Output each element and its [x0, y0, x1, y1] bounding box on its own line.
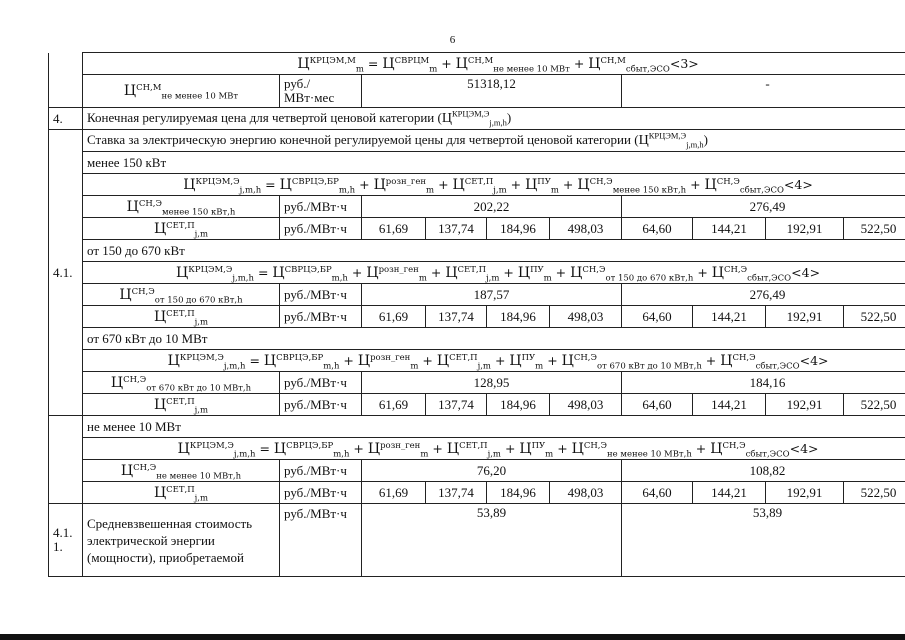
footnote-ref: <4>: [789, 440, 819, 456]
table-row: [49, 240, 905, 262]
row-index: 4.: [49, 108, 83, 130]
math-symbol: $Ц^{СН,Э}_{сбыт,ЭСО}$: [720, 352, 800, 371]
value-cell: 64,60: [622, 394, 693, 416]
value-cell: 64,60: [622, 218, 693, 240]
value-cell: 128,95: [362, 372, 622, 394]
math-symbol: $Ц^{СЕТ,П}_{j,m}$: [153, 308, 209, 327]
math-symbol: $Ц^{СЕТ,П}_{j,m}$: [153, 396, 209, 415]
value-cell: 137,74: [426, 218, 487, 240]
value-cell: 61,69: [362, 394, 426, 416]
math-symbol: $Ц^{ПУ}_m$: [525, 176, 559, 195]
symbol-cell: [83, 372, 280, 394]
math-symbol: $Ц^{СН,Э}_{менее 150 кВт,h}$: [577, 176, 687, 195]
value-cell: 498,03: [550, 482, 622, 504]
unit-cell: руб./МВт·ч: [280, 372, 362, 394]
band-label: от 150 до 670 кВт: [83, 240, 905, 262]
math-symbol: $Ц^{СЕТ,П}_{j,m}$: [153, 484, 209, 503]
symbol-inline: [441, 108, 507, 128]
table-row: [49, 306, 905, 328]
value-cell: 144,21: [693, 218, 766, 240]
value-cell: 61,69: [362, 482, 426, 504]
math-symbol: $Ц^{КРЦЭМ,М}_m$: [297, 55, 364, 74]
footnote-ref: <4>: [791, 264, 821, 280]
value-cell: 137,74: [426, 306, 487, 328]
table-row: [49, 482, 905, 504]
unit-cell: руб./МВт·ч: [280, 196, 362, 218]
value-cell: 192,91: [766, 394, 844, 416]
symbol-cell: [83, 394, 280, 416]
unit-cell: руб./МВт·ч: [280, 460, 362, 482]
table-row: [49, 328, 905, 350]
formula-min10mw: $Ц^{КРЦЭМ,Э}_{j,m,h} = Ц^{СВРЦЭ,БР}_{m,h} + Ц^{розн\_ген}_m + Ц^{СЕТ,П}_{j,m} + Ц^{ПУ}_m + Ц^{СН,Э}_{не менее 10 МВт,h} + Ц^{СН,Э}_{сбыт,ЭСО}<4>$: [83, 438, 905, 460]
value-cell: 184,96: [487, 306, 550, 328]
symbol-cell: [83, 284, 280, 306]
value-cell: 498,03: [550, 394, 622, 416]
value-cell: 522,50: [844, 218, 905, 240]
value-cell: 137,74: [426, 482, 487, 504]
band-label: от 670 кВт до 10 МВт: [83, 328, 905, 350]
math-symbol: $Ц^{КРЦЭМ,Э}_{j,m,h}$: [167, 352, 246, 371]
math-symbol: $Ц^{СН,Э}_{сбыт,ЭСО}$: [710, 440, 790, 459]
table-row: [49, 196, 905, 218]
table-row: [49, 416, 905, 438]
row-index: 4.1.: [49, 130, 83, 416]
math-symbol: $Ц^{СН,М}_{не менее 10 МВт}$: [455, 55, 570, 74]
math-symbol: $Ц^{СН,Э}_{от 670 кВт до 10 МВт,h}$: [110, 374, 252, 393]
unit-cell: руб./МВт·ч: [280, 394, 362, 416]
value-cell: 202,22: [362, 196, 622, 218]
value-cell: 522,50: [844, 394, 905, 416]
value-cell: 522,50: [844, 306, 905, 328]
math-symbol: $Ц^{розн\_ген}_m$: [373, 176, 435, 195]
table-row: [49, 53, 905, 75]
value-cell: 184,96: [487, 394, 550, 416]
row-heading: Ставка за электрическую энергию конечной регулируемой цены для четвертой ценовой категории $(Ц^{КРЦЭМ,Э}_{j,m,h})$: [83, 130, 905, 152]
value-cell: -: [622, 75, 905, 108]
math-symbol: $Ц^{СН,Э}_{менее 150 кВт,h}$: [126, 198, 236, 217]
table-row: [49, 372, 905, 394]
symbol-cell: [83, 196, 280, 218]
math-symbol: $Ц^{КРЦЭМ,Э}_{j,m,h}$: [638, 130, 704, 150]
value-cell: 184,16: [622, 372, 905, 394]
scan-edge-bar: [0, 634, 905, 640]
symbol-cell: [83, 75, 280, 108]
math-symbol: $Ц^{СН,Э}_{от 670 кВт до 10 МВт,h}$: [561, 352, 702, 371]
math-symbol: $Ц^{розн\_ген}_m$: [367, 440, 429, 459]
tariff-table: [48, 52, 905, 577]
value-cell: 108,82: [622, 460, 905, 482]
math-symbol: $Ц^{СЕТ,П}_{j,m}$: [445, 264, 500, 283]
value-cell: 184,96: [487, 218, 550, 240]
math-symbol: $Ц^{СЕТ,П}_{j,m}$: [436, 352, 491, 371]
unit-cell: руб./ МВт·мес: [280, 75, 362, 108]
math-symbol: $Ц^{СН,М}_{не менее 10 МВт}$: [123, 83, 239, 102]
math-symbol: $Ц^{СН,Э}_{сбыт,ЭСО}$: [704, 176, 784, 195]
value-cell: 498,03: [550, 306, 622, 328]
table-row: [49, 394, 905, 416]
math-symbol: $Ц^{ПУ}_m$: [509, 352, 544, 371]
unit-cell: руб./МВт·ч: [280, 306, 362, 328]
table-row: [49, 438, 905, 460]
math-symbol: $Ц^{ПУ}_m$: [517, 264, 552, 283]
formula-top: $Ц^{КРЦЭМ,М}_m = Ц^{СВРЦМ}_m + Ц^{СН,М}_{не менее 10 МВт} + Ц^{СН,М}_{сбыт,ЭСО}<3>$: [83, 53, 905, 75]
math-symbol: $Ц^{СН,Э}_{сбыт,ЭСО}$: [711, 264, 792, 283]
math-symbol: $Ц^{КРЦЭМ,Э}_{j,m,h}$: [177, 440, 256, 459]
value-cell: 276,49: [622, 196, 905, 218]
value-cell: 64,60: [622, 306, 693, 328]
symbol-cell: [83, 306, 280, 328]
formula-670: $Ц^{КРЦЭМ,Э}_{j,m,h} = Ц^{СВРЦЭ,БР}_{m,h} + Ц^{розн\_ген}_m + Ц^{СЕТ,П}_{j,m} + Ц^{ПУ}_m + Ц^{СН,Э}_{от 150 до 670 кВт,h} + Ц^{СН,Э}_{сбыт,ЭСО}<4>$: [83, 262, 905, 284]
math-symbol: $Ц^{СН,Э}_{не менее 10 МВт,h}$: [120, 462, 242, 481]
math-symbol: $Ц^{СН,Э}_{не менее 10 МВт,h}$: [571, 440, 692, 459]
value-cell: 192,91: [766, 218, 844, 240]
footnote-ref: <4>: [783, 176, 813, 192]
footnote-ref: <3>: [669, 55, 699, 71]
math-symbol: $Ц^{СЕТ,П}_{j,m}$: [452, 176, 507, 195]
unit-cell: руб./МВт·ч: [280, 284, 362, 306]
math-symbol: $Ц^{СЕТ,П}_{j,m}$: [446, 440, 501, 459]
table-row: [49, 130, 905, 152]
value-cell: 53,89: [622, 504, 905, 577]
row-index: 4.1. 1.: [49, 504, 83, 577]
table-row: [49, 284, 905, 306]
table-row: [49, 152, 905, 174]
symbol-cell: [83, 460, 280, 482]
math-symbol: $Ц^{СВРЦМ}_m$: [382, 55, 438, 74]
value-cell: 64,60: [622, 482, 693, 504]
value-cell: 144,21: [693, 394, 766, 416]
math-symbol: $Ц^{СВРЦЭ,БР}_{m,h}$: [273, 440, 350, 459]
value-cell: 184,96: [487, 482, 550, 504]
math-symbol: $Ц^{КРЦЭМ,Э}_{j,m,h}$: [183, 176, 262, 195]
math-symbol: $Ц^{СН,М}_{сбыт,ЭСО}$: [588, 55, 670, 74]
value-cell: 137,74: [426, 394, 487, 416]
band-label: менее 150 кВт: [83, 152, 905, 174]
table-row: [49, 262, 905, 284]
value-cell: 51318,12: [362, 75, 622, 108]
math-symbol: $Ц^{КРЦЭМ,Э}_{j,m,h}$: [176, 264, 254, 283]
value-cell: 144,21: [693, 482, 766, 504]
math-symbol: $Ц^{СЕТ,П}_{j,m}$: [153, 220, 209, 239]
table-row: [49, 350, 905, 372]
value-cell: 192,91: [766, 306, 844, 328]
table-row: [49, 174, 905, 196]
value-cell: 61,69: [362, 306, 426, 328]
math-symbol: $Ц^{СВРЦЭ,БР}_{m,h}$: [263, 352, 340, 371]
math-symbol: $Ц^{КРЦЭМ,Э}_{j,m,h}$: [441, 108, 507, 128]
value-cell: 144,21: [693, 306, 766, 328]
value-cell: 498,03: [550, 218, 622, 240]
value-cell: 187,57: [362, 284, 622, 306]
symbol-cell: [83, 218, 280, 240]
value-cell: 76,20: [362, 460, 622, 482]
math-symbol: $Ц^{СН,Э}_{от 150 до 670 кВт,h}$: [570, 264, 694, 283]
page-number: 6: [449, 34, 456, 46]
table-row: [49, 108, 905, 130]
math-symbol: $Ц^{розн\_ген}_m$: [366, 264, 427, 283]
symbol-inline: [638, 130, 704, 150]
math-symbol: $Ц^{ПУ}_m$: [519, 440, 554, 459]
unit-cell: руб./МВт·ч: [280, 482, 362, 504]
formula-150: $Ц^{КРЦЭМ,Э}_{j,m,h} = Ц^{СВРЦЭ,БР}_{m,h} + Ц^{розн\_ген}_m + Ц^{СЕТ,П}_{j,m} + Ц^{ПУ}_m + Ц^{СН,Э}_{менее 150 кВт,h} + Ц^{СН,Э}_{сбыт,ЭСО}<4>$: [83, 174, 905, 196]
table-row: [49, 75, 905, 108]
unit-cell: руб./МВт·ч: [280, 504, 362, 577]
footnote-ref: <4>: [799, 352, 829, 368]
band-label: не менее 10 МВт: [83, 416, 905, 438]
formula-10mw: $Ц^{КРЦЭМ,Э}_{j,m,h} = Ц^{СВРЦЭ,БР}_{m,h} + Ц^{розн\_ген}_m + Ц^{СЕТ,П}_{j,m} + Ц^{ПУ}_m + Ц^{СН,Э}_{от 670 кВт до 10 МВт,h} + Ц^{СН,Э}_{сбыт,ЭСО}<4>$: [83, 350, 905, 372]
math-symbol: $Ц^{СН,Э}_{от 150 до 670 кВт,h}$: [119, 286, 243, 305]
math-symbol: $Ц^{розн\_ген}_m$: [357, 352, 419, 371]
value-cell: 276,49: [622, 284, 905, 306]
row-description: Средневзвешенная стоимость электрической энергии (мощности), приобретаемой: [83, 504, 280, 577]
table-row: [49, 504, 905, 577]
value-cell: 61,69: [362, 218, 426, 240]
math-symbol: $Ц^{СВРЦЭ,БР}_{m,h}$: [279, 176, 356, 195]
unit-cell: руб./МВт·ч: [280, 218, 362, 240]
table-row: [49, 460, 905, 482]
math-symbol: $Ц^{СВРЦЭ,БР}_{m,h}$: [272, 264, 348, 283]
symbol-cell: [83, 482, 280, 504]
value-cell: 192,91: [766, 482, 844, 504]
row-heading: Конечная регулируемая цена для четвертой ценовой категории $(Ц^{КРЦЭМ,Э}_{j,m,h})$: [83, 108, 905, 130]
value-cell: 522,50: [844, 482, 905, 504]
value-cell: 53,89: [362, 504, 622, 577]
table-row: [49, 218, 905, 240]
